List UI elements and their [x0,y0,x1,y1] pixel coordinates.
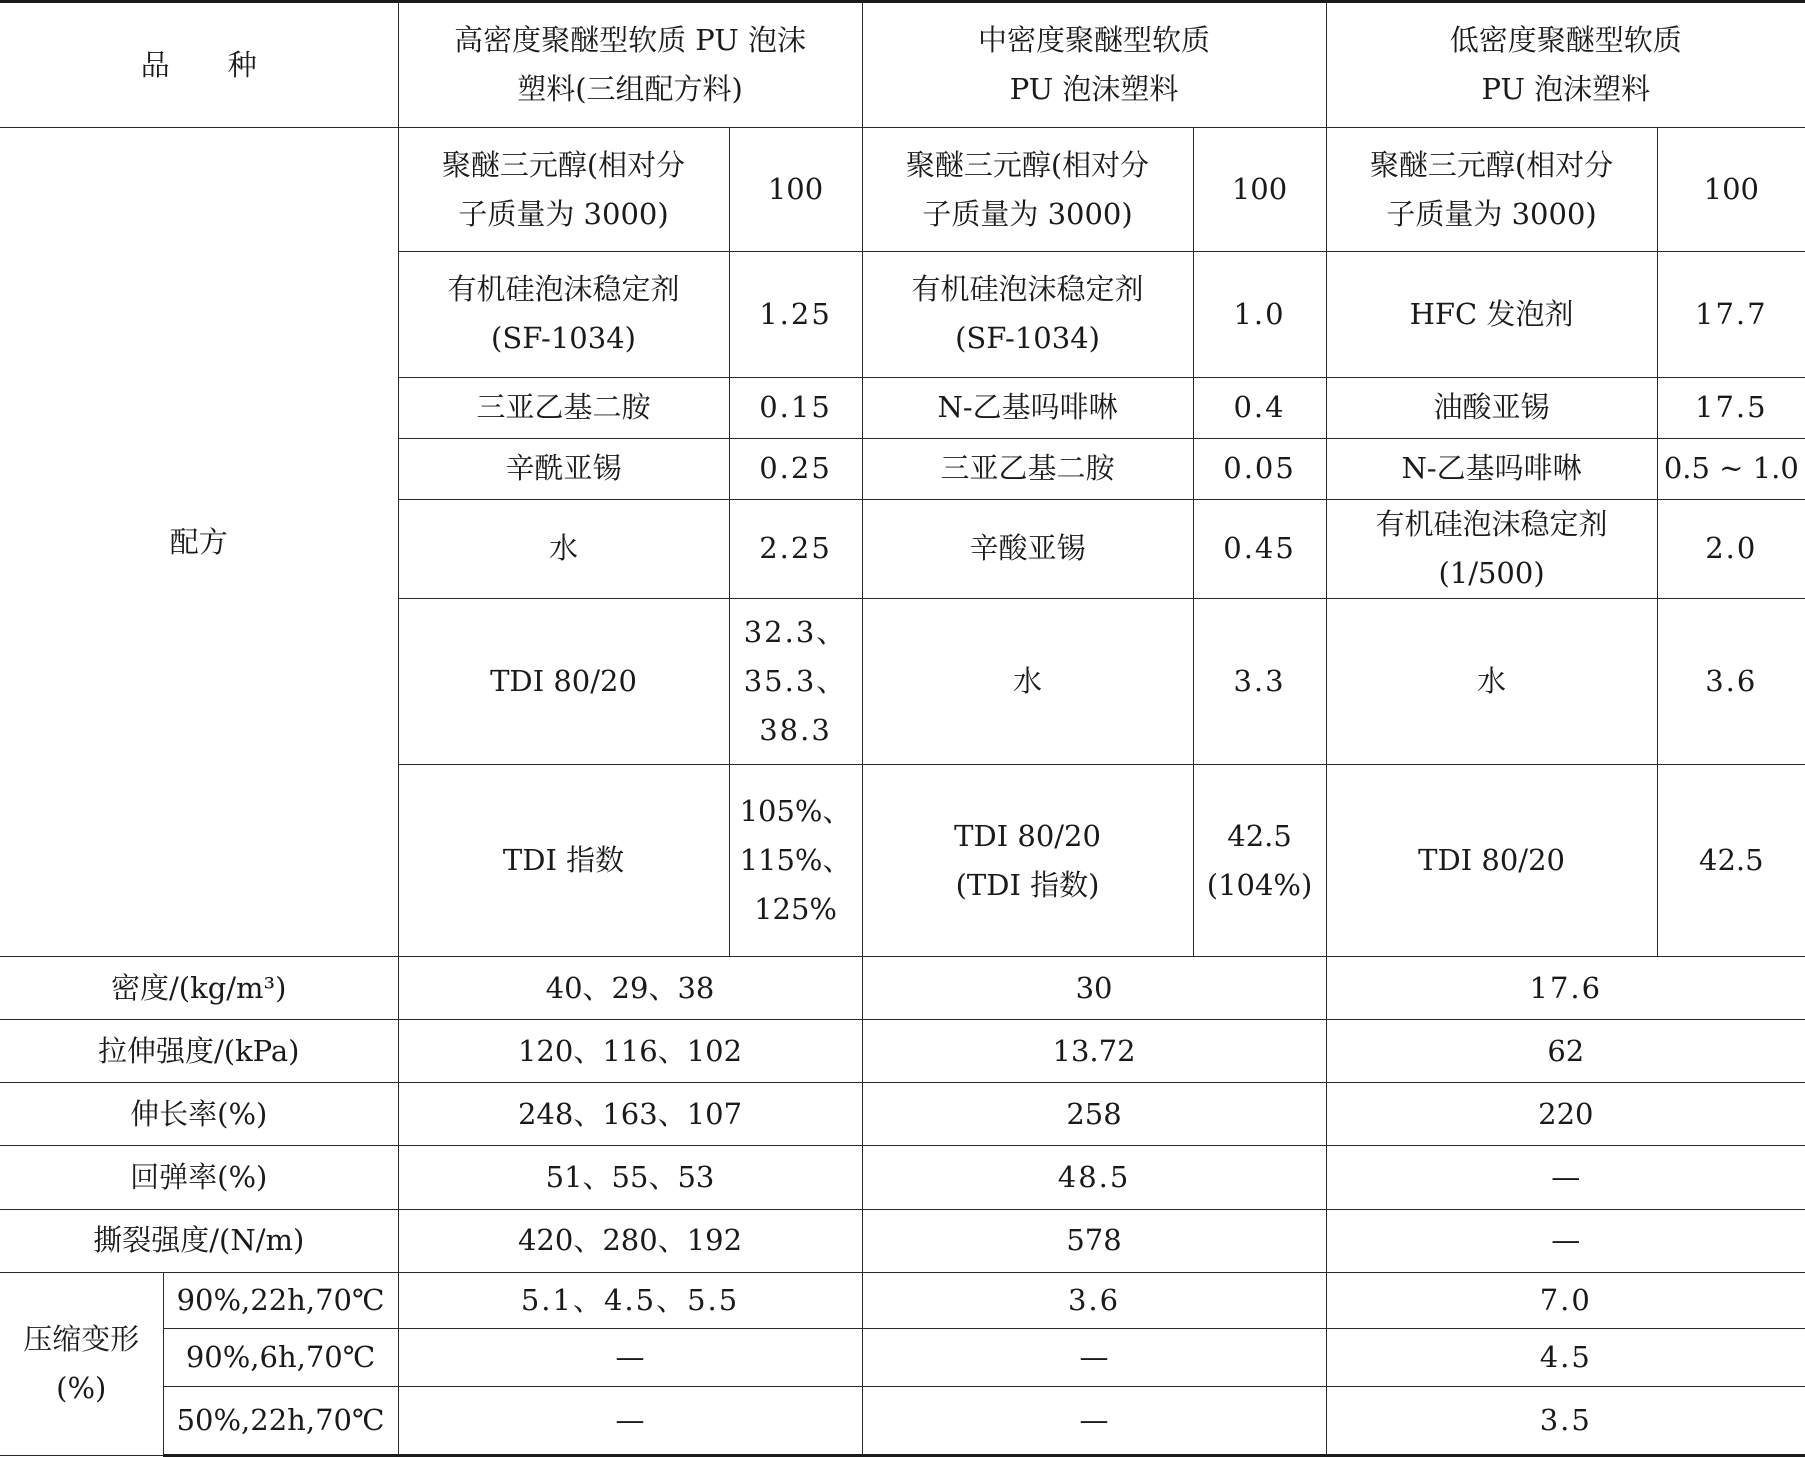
formula-high-value: 2.25 [729,499,862,598]
formula-row [0,128,1805,252]
property-high: 248、163、107 [398,1083,862,1146]
property-mid: 30 [862,957,1326,1020]
formula-high-name: 聚醚三元醇(相对分 子质量为 3000) [398,128,729,252]
property-mid: 48.5 [862,1146,1326,1209]
formula-low-name: 有机硅泡沫稳定剂 (1/500) [1326,499,1657,598]
formula-high-name: 水 [398,499,729,598]
compression-high: — [398,1386,862,1455]
property-label: 拉伸强度/(kPa) [0,1020,398,1083]
formula-high-value: 0.15 [729,377,862,438]
property-row [0,1083,1805,1146]
property-mid: 578 [862,1209,1326,1272]
compression-low: 4.5 [1326,1328,1805,1386]
compression-high: — [398,1328,862,1386]
property-high: 51、55、53 [398,1146,862,1209]
header-row [0,2,1805,128]
formula-mid-name: N-乙基吗啡啉 [862,377,1193,438]
formula-label: 配方 [0,128,398,957]
compression-mid: 3.6 [862,1272,1326,1328]
compression-high: 5.1、4.5、5.5 [398,1272,862,1328]
property-high: 40、29、38 [398,957,862,1020]
formula-low-name: 水 [1326,598,1657,764]
property-row [0,1209,1805,1272]
compression-condition: 50%,22h,70℃ [163,1386,398,1455]
formula-low-name: N-乙基吗啡啉 [1326,438,1657,499]
formula-mid-value: 0.4 [1193,377,1326,438]
property-row [0,1146,1805,1209]
formula-high-value: 100 [729,128,862,252]
compression-condition: 90%,6h,70℃ [163,1328,398,1386]
property-low: — [1326,1209,1805,1272]
header-variety: 品 种 [0,2,398,128]
formula-low-value: 2.0 [1657,499,1805,598]
formula-low-value: 17.5 [1657,377,1805,438]
compression-low: 3.5 [1326,1386,1805,1455]
header-low-density: 低密度聚醚型软质 PU 泡沫塑料 [1326,2,1805,128]
formula-low-value: 17.7 [1657,252,1805,377]
formula-low-value: 100 [1657,128,1805,252]
formula-high-name: 辛酰亚锡 [398,438,729,499]
formula-mid-name: 聚醚三元醇(相对分 子质量为 3000) [862,128,1193,252]
formula-mid-name: 辛酸亚锡 [862,499,1193,598]
formula-low-name: HFC 发泡剂 [1326,252,1657,377]
formula-mid-value: 100 [1193,128,1326,252]
formula-high-value: 32.3、 35.3、 38.3 [729,598,862,764]
header-high-density: 高密度聚醚型软质 PU 泡沫 塑料(三组配方料) [398,2,862,128]
formula-low-name: 聚醚三元醇(相对分 子质量为 3000) [1326,128,1657,252]
formula-mid-value: 1.0 [1193,252,1326,377]
property-row [0,1020,1805,1083]
formula-high-value: 0.25 [729,438,862,499]
property-row [0,957,1805,1020]
formula-high-name: 有机硅泡沫稳定剂 (SF-1034) [398,252,729,377]
property-mid: 13.72 [862,1020,1326,1083]
property-low: 17.6 [1326,957,1805,1020]
compression-low: 7.0 [1326,1272,1805,1328]
formula-high-name: 三亚乙基二胺 [398,377,729,438]
formula-low-value: 3.6 [1657,598,1805,764]
formula-high-name: TDI 80/20 [398,598,729,764]
property-label: 撕裂强度/(N/m) [0,1209,398,1272]
compression-row [0,1272,1805,1328]
property-label: 密度/(kg/m³) [0,957,398,1020]
formula-mid-name: 有机硅泡沫稳定剂 (SF-1034) [862,252,1193,377]
formula-high-value: 105%、 115%、 125% [729,765,862,957]
formula-mid-value: 3.3 [1193,598,1326,764]
property-high: 120、116、102 [398,1020,862,1083]
formula-low-name: TDI 80/20 [1326,765,1657,957]
formula-mid-value: 0.45 [1193,499,1326,598]
compression-mid: — [862,1328,1326,1386]
compression-row [0,1386,1805,1455]
compression-row [0,1328,1805,1386]
compression-label: 压缩变形 (%) [0,1272,163,1455]
property-label: 回弹率(%) [0,1146,398,1209]
compression-condition: 90%,22h,70℃ [163,1272,398,1328]
property-low: 62 [1326,1020,1805,1083]
formula-mid-name: 水 [862,598,1193,764]
formula-low-value: 0.5 ~ 1.0 [1657,438,1805,499]
formula-high-value: 1.25 [729,252,862,377]
formula-low-name: 油酸亚锡 [1326,377,1657,438]
formula-high-name: TDI 指数 [398,765,729,957]
formula-mid-name: 三亚乙基二胺 [862,438,1193,499]
compression-mid: — [862,1386,1326,1455]
property-label: 伸长率(%) [0,1083,398,1146]
formula-mid-value: 0.05 [1193,438,1326,499]
property-mid: 258 [862,1083,1326,1146]
header-mid-density: 中密度聚醚型软质 PU 泡沫塑料 [862,2,1326,128]
formula-mid-value: 42.5 (104%) [1193,765,1326,957]
property-low: — [1326,1146,1805,1209]
property-low: 220 [1326,1083,1805,1146]
property-high: 420、280、192 [398,1209,862,1272]
formula-low-value: 42.5 [1657,765,1805,957]
formula-mid-name: TDI 80/20 (TDI 指数) [862,765,1193,957]
